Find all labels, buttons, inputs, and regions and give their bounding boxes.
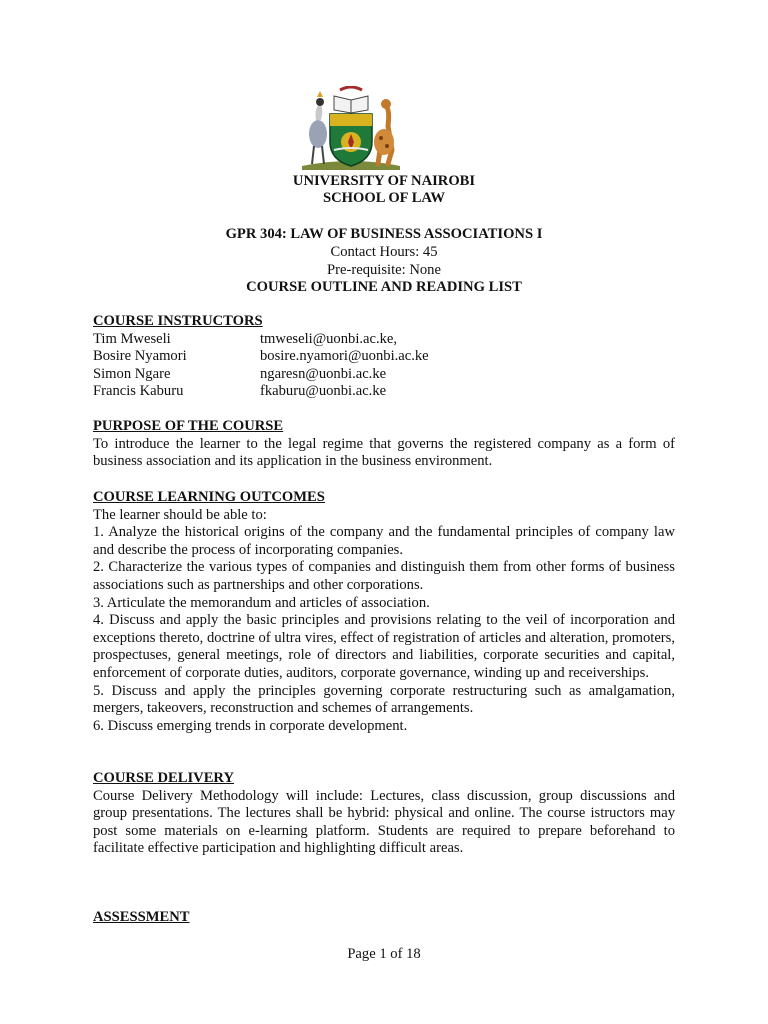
university-crest-icon <box>294 86 408 172</box>
outcome-item: 3. Articulate the memorandum and articles of association. <box>93 594 430 611</box>
page-number: Page 1 of 18 <box>347 946 421 962</box>
instructor-row <box>93 383 675 401</box>
instructor-name: Simon Ngare <box>93 365 171 382</box>
delivery-text: Course Delivery Methodology will include: Lectures, class discussion, group discussions and group presentations. The lectures shall be hybrid: physical and online. The course istructors may post some materials on e-learning platform. Students are required to prepare beforehand to facilitate effective participation and highlighting difficult areas. <box>93 787 675 857</box>
purpose-heading: PURPOSE OF THE COURSE <box>93 418 284 434</box>
course-title: GPR 304: LAW OF BUSINESS ASSOCIATIONS I <box>225 226 543 242</box>
school-name: SCHOOL OF LAW <box>323 190 445 206</box>
instructor-email[interactable]: bosire.nyamori@uonbi.ac.ke <box>260 348 429 365</box>
university-name: UNIVERSITY OF NAIROBI <box>292 173 476 189</box>
instructor-email[interactable]: tmweseli@uonbi.ac.ke, <box>260 330 398 347</box>
assessment-heading: ASSESSMENT <box>93 909 190 925</box>
instructor-name: Francis Kaburu <box>93 383 184 400</box>
purpose-text: To introduce the learner to the legal regime that governs the registered company as a form of business association and its application in the business environment. <box>93 435 675 470</box>
assessment-section <box>93 909 675 927</box>
instructor-email[interactable]: ngaresn@uonbi.ac.ke <box>260 365 387 382</box>
outcome-item: 4. Discuss and apply the basic principles and provisions relating to the veil of incorporation and exceptions thereto, doctrine of ultra vires, effect of registration of articles and alteration, promoters, prospectuses, general meetings, role of directors and liabilities, corporate securities and capital, enforcement of corporate duties, auditors, corporate governance, winding up and receiverships. <box>93 612 675 681</box>
outline-title: COURSE OUTLINE AND READING LIST <box>246 279 522 295</box>
outcomes-heading: COURSE LEARNING OUTCOMES <box>93 489 325 505</box>
delivery-section <box>93 770 675 858</box>
prerequisite: Pre-requisite: None <box>327 262 441 278</box>
outcome-item: 5. Discuss and apply the principles governing corporate restructuring such as amalgamation, mergers, takeovers, reconstruction and schemes of arrangements. <box>93 682 675 717</box>
outcome-item: 1. Analyze the historical origins of the company and the fundamental principles of company law and describe the process of incorporating companies. <box>93 524 675 558</box>
outcomes-intro: The learner should be able to: <box>93 506 267 523</box>
outcomes-section <box>93 489 675 735</box>
instructor-row <box>93 331 675 349</box>
outcome-item: 2. Characterize the various types of companies and distinguish them from other forms of business associations such as partnerships and other corporations. <box>93 559 675 593</box>
instructors-section <box>93 313 675 401</box>
outcome-item: 6. Discuss emerging trends in corporate development. <box>93 717 408 734</box>
instructor-row <box>93 366 675 384</box>
instructors-heading: COURSE INSTRUCTORS <box>93 313 263 329</box>
instructor-email[interactable]: fkaburu@uonbi.ac.ke <box>260 383 387 400</box>
purpose-section <box>93 418 675 471</box>
contact-hours: Contact Hours: 45 <box>330 244 438 260</box>
instructor-name: Tim Mweseli <box>93 330 171 347</box>
delivery-heading: COURSE DELIVERY <box>93 770 234 786</box>
instructor-row <box>93 348 675 366</box>
instructor-name: Bosire Nyamori <box>93 348 187 365</box>
